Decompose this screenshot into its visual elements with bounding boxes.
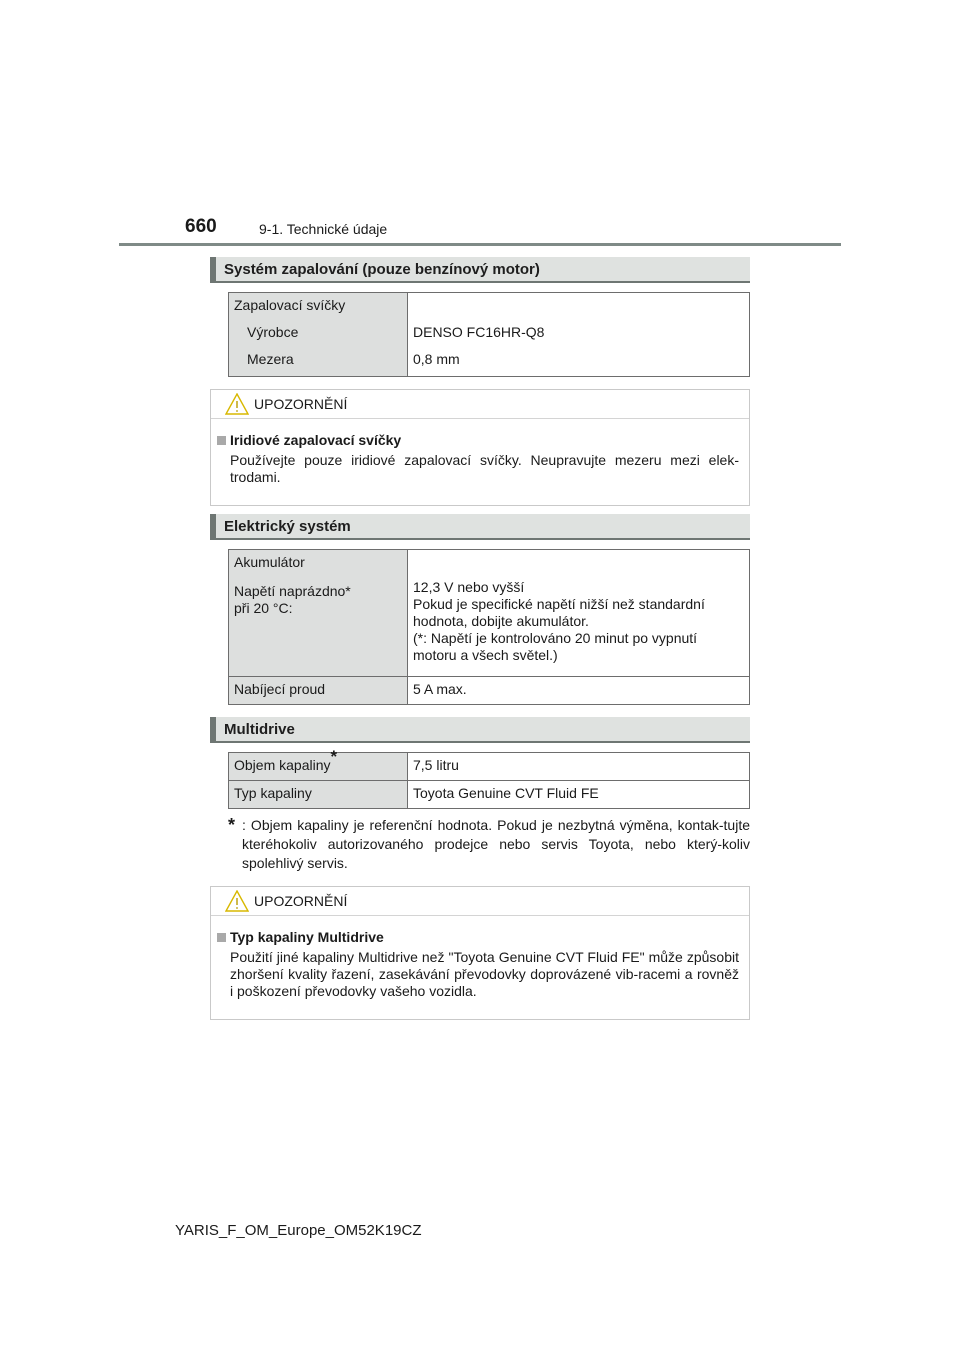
caution-text: Použití jiné kapaliny Multidrive než "Toyota Genuine CVT Fluid FE" může způsobit zhoršení kvality řazení, zasekávání převodovky doprovázené vib-racemi a rovněž i poškození převodovky vašeho vozidla.	[230, 949, 739, 999]
capacity-label-text: Objem kapaliny	[234, 757, 331, 773]
multidrive-spec-table	[228, 747, 750, 809]
table-row	[229, 753, 750, 781]
caution-title	[217, 432, 739, 449]
table-value-cell	[408, 753, 750, 781]
table-row	[229, 550, 750, 677]
voltage-footnote: (*: Napětí je kontrolováno 20 minut po vypnutí motoru a všech světel.)	[413, 630, 698, 663]
fluid-value: Toyota Genuine CVT Fluid FE	[413, 785, 599, 801]
caution-title-text: Typ kapaliny Multidrive	[230, 929, 384, 945]
gap-value: 0,8 mm	[413, 351, 460, 367]
document-code: YARIS_F_OM_Europe_OM52K19CZ	[175, 1222, 422, 1239]
warning-triangle-icon	[225, 890, 249, 912]
section-heading-electrical	[210, 514, 750, 540]
table-value-cell	[408, 781, 750, 809]
caution-label: UPOZORNĚNÍ	[254, 893, 348, 909]
table-value-cell	[408, 550, 750, 677]
table-row	[229, 293, 750, 377]
table-key-cell	[229, 677, 408, 705]
manufacturer-value: DENSO FC16HR-Q8	[413, 324, 545, 340]
table-value-cell	[408, 293, 750, 377]
caution-label: UPOZORNĚNÍ	[254, 396, 348, 412]
caution-body	[211, 419, 749, 500]
capacity-value: 7,5 litru	[413, 757, 459, 773]
caution-header	[211, 887, 749, 916]
table-value-cell	[408, 677, 750, 705]
caution-body	[211, 916, 749, 1014]
ignition-spec-table	[228, 292, 750, 377]
caution-box-spark-plugs	[210, 389, 750, 506]
voltage-label: Napětí naprázdno* při 20 °C:	[234, 583, 351, 616]
fluid-label: Typ kapaliny	[234, 785, 312, 801]
electrical-spec-table	[228, 549, 750, 705]
table-key-cell	[229, 293, 408, 377]
section-heading-ignition	[210, 257, 750, 283]
header-divider	[119, 243, 841, 246]
section-heading-multidrive	[210, 717, 750, 743]
table-key-cell	[229, 781, 408, 809]
warning-triangle-icon	[225, 393, 249, 415]
square-bullet-icon	[217, 933, 226, 942]
caution-header	[211, 390, 749, 419]
voltage-note: Pokud je specifické napětí nižší než standardní hodnota, dobijte akumulátor.	[413, 596, 705, 629]
charging-label: Nabíjecí proud	[234, 681, 326, 697]
table-row	[229, 677, 750, 705]
charging-value: 5 A max.	[413, 681, 467, 697]
caution-text: Používejte pouze iridiové zapalovací svíčky. Neupravujte mezeru mezi elek-trodami.	[230, 452, 739, 485]
battery-label: Akumulátor	[234, 554, 305, 570]
voltage-value: 12,3 V nebo vyšší	[413, 579, 525, 595]
gap-label: Mezera	[247, 351, 294, 367]
capacity-label	[229, 747, 407, 778]
caution-box-multidrive-fluid	[210, 886, 750, 1020]
footnote	[228, 816, 750, 873]
page-number: 660	[185, 216, 217, 237]
spark-plug-label: Zapalovací svíčky	[234, 297, 346, 313]
caution-title-text: Iridiové zapalovací svíčky	[230, 432, 402, 448]
footnote-text: : Objem kapaliny je referenční hodnota. Pokud je nezbytná výměna, kontak-tujte kteréhokoliv autorizovaného prodejce nebo servis Toyota, nebo který-koliv spolehlivý servis.	[242, 817, 750, 871]
footnote-marker: *	[330, 747, 338, 767]
square-bullet-icon	[217, 436, 226, 445]
footnote-marker: *	[228, 815, 236, 835]
table-row	[229, 781, 750, 809]
section-title: Elektrický systém	[224, 518, 351, 535]
table-key-cell	[229, 747, 408, 781]
section-title: Multidrive	[224, 721, 295, 738]
chapter-title: 9-1. Technické údaje	[259, 221, 388, 237]
table-key-cell	[229, 550, 408, 677]
caution-title	[217, 929, 739, 946]
manufacturer-label: Výrobce	[247, 324, 299, 340]
section-title: Systém zapalování (pouze benzínový motor)	[224, 261, 540, 278]
